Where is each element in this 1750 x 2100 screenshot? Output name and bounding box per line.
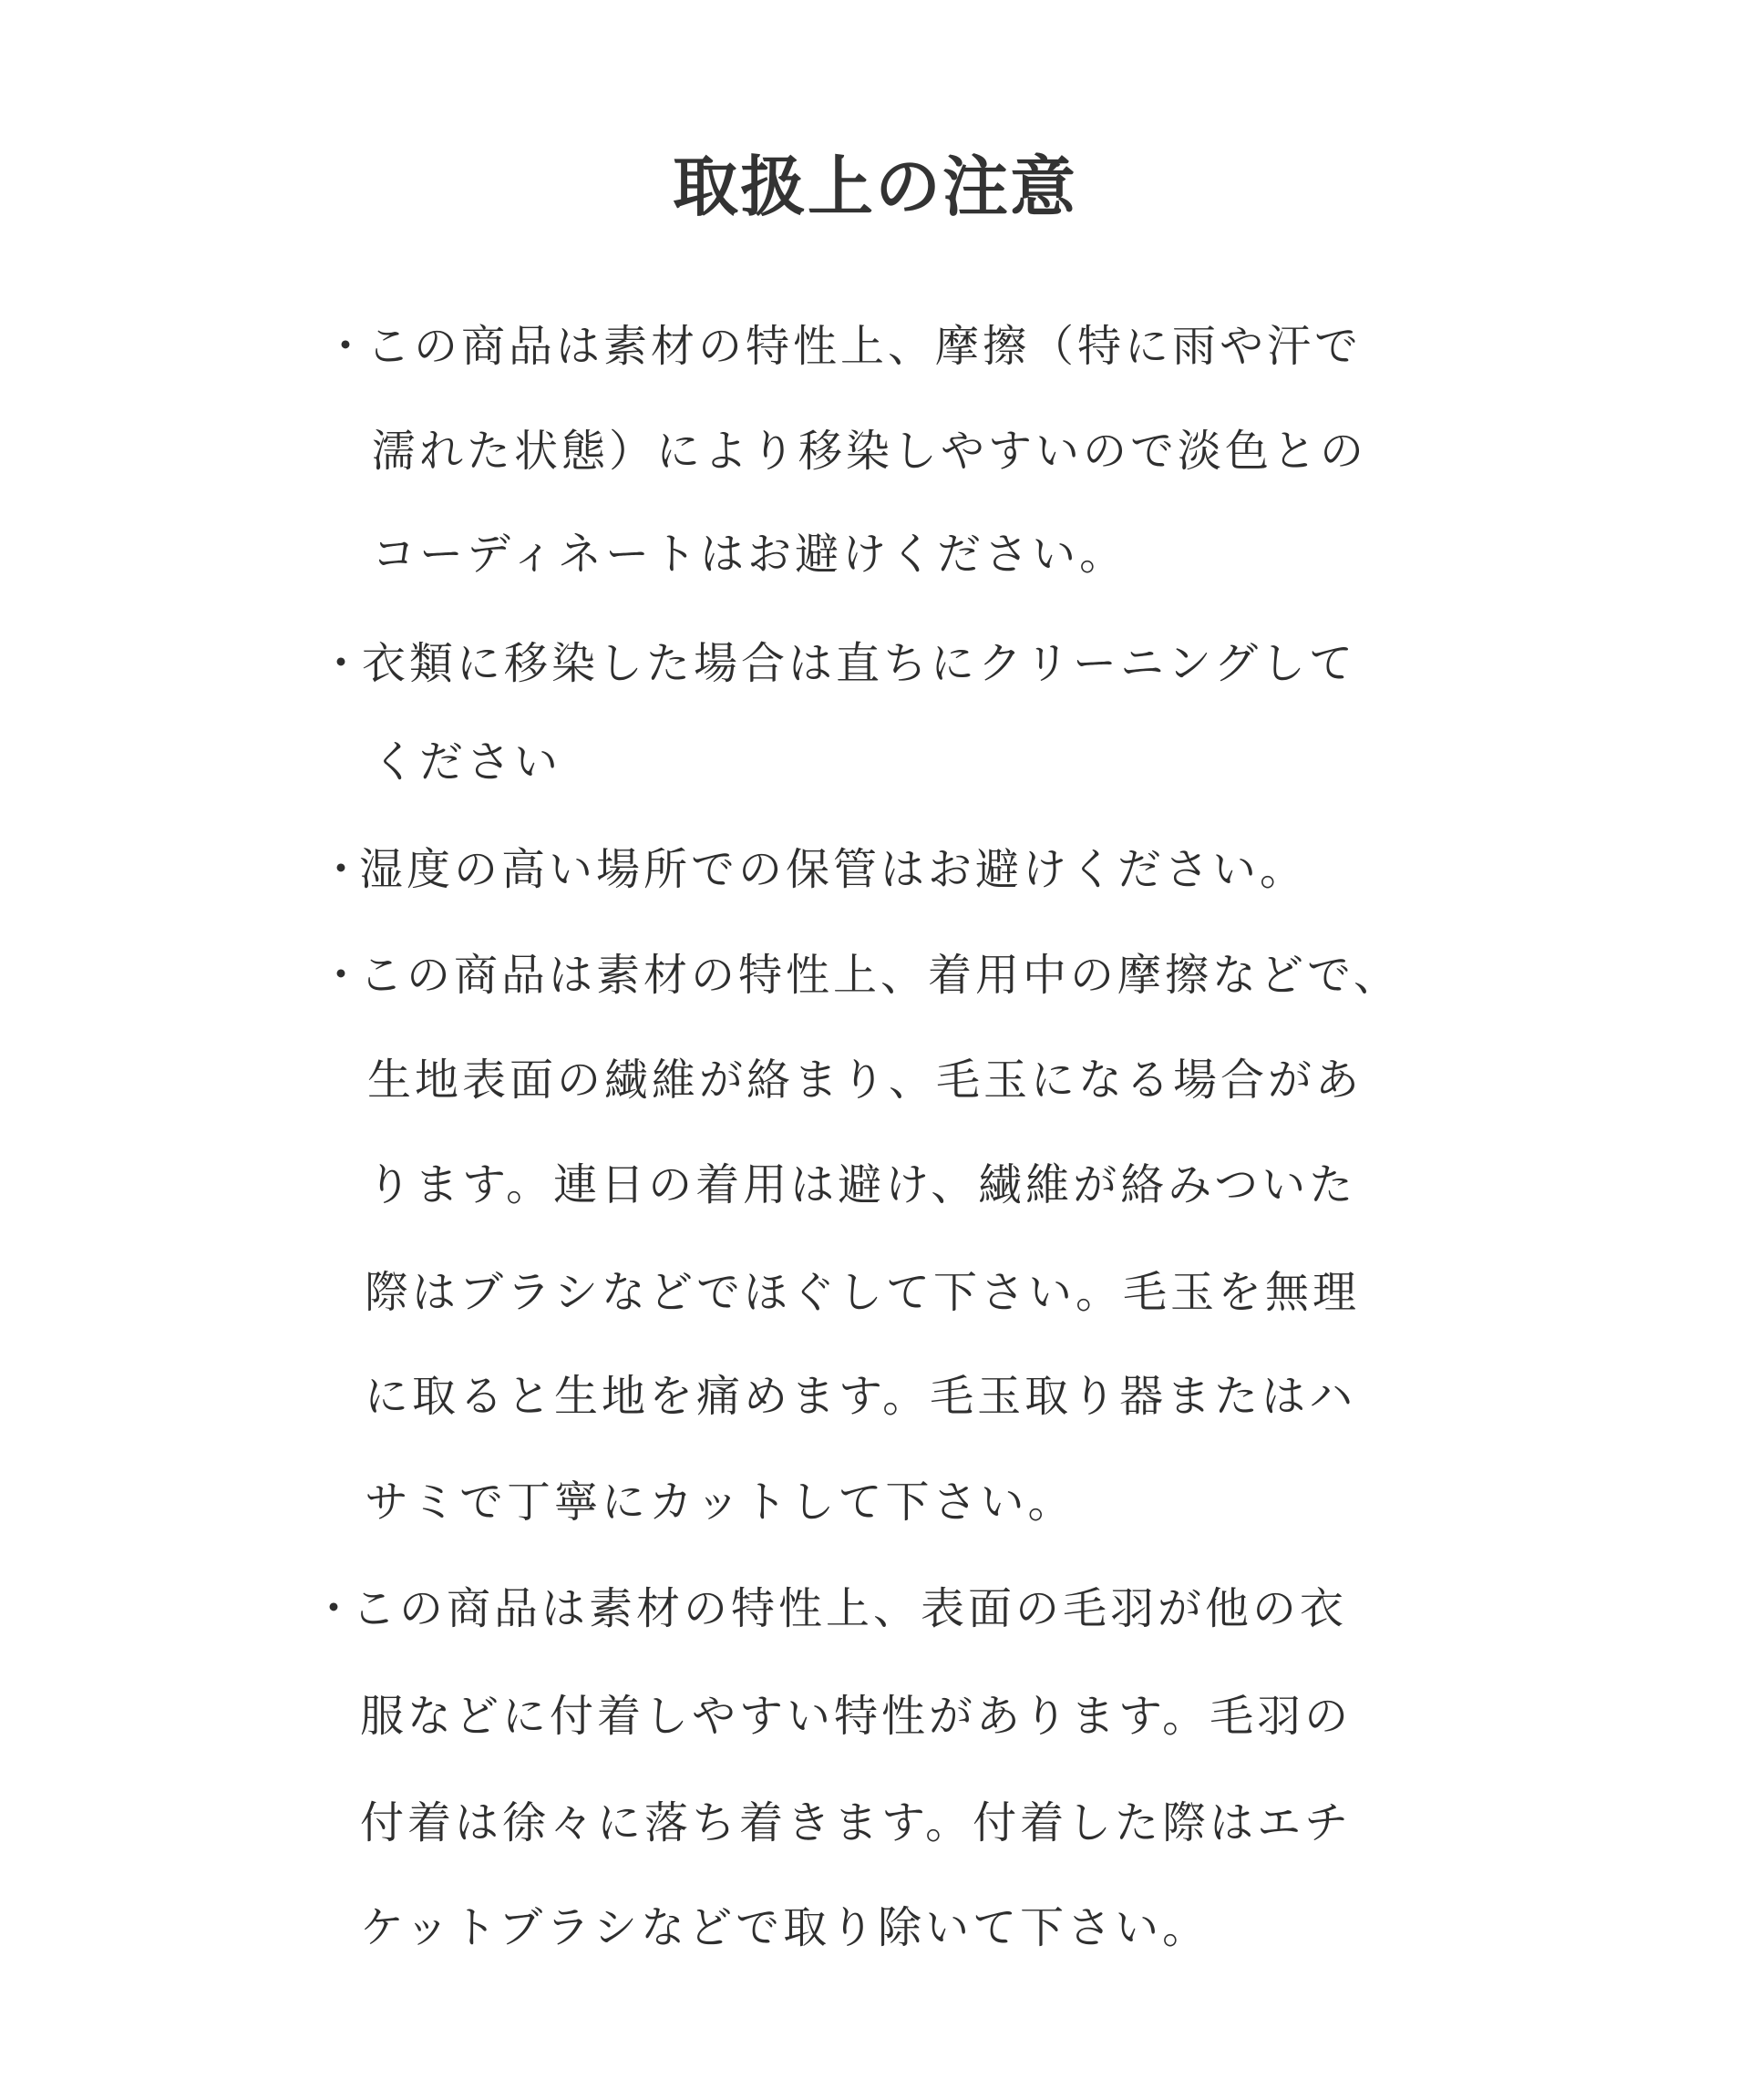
note-line: サミで丁寧にカットして下さい。 — [365, 1477, 1076, 1528]
note-line: 湿度の高い場所での保管はお避けください。 — [359, 844, 1308, 895]
note-line: この商品は素材の特性上、着用中の摩擦などで、 — [359, 950, 1402, 1001]
bullet-mark: ・ — [319, 844, 364, 895]
note-line: 際はブラシなどでほぐして下さい。毛玉を無理 — [365, 1267, 1361, 1318]
note-line: ください — [372, 736, 562, 788]
note-line: 生地表面の繊維が絡まり、毛玉になる場合があ — [367, 1055, 1364, 1106]
bullet-mark: ・ — [319, 638, 364, 689]
note-line: ケットブラシなどで取り除いて下さい。 — [360, 1902, 1210, 1953]
page-title: 取扱上の注意 — [672, 149, 1077, 225]
bullet-mark: ・ — [312, 1583, 356, 1634]
bullet-mark: ・ — [319, 950, 364, 1001]
note-line: この商品は素材の特性上、表面の毛羽が他の衣 — [352, 1583, 1348, 1634]
note-line: 衣類に移染した場合は直ちにクリーニングして — [362, 638, 1357, 689]
bullet-mark: ・ — [324, 321, 368, 372]
note-line: この商品は素材の特性上、摩擦（特に雨や汗で — [366, 321, 1363, 372]
note-line: 服などに付着しやすい特性があります。毛羽の — [360, 1691, 1353, 1742]
note-line: 濡れた状態）により移染しやすいので淡色との — [372, 426, 1368, 477]
note-line: に取ると生地を痛めます。毛玉取り器またはハ — [365, 1371, 1357, 1422]
note-line: ります。連日の着用は避け、繊維が絡みついた — [367, 1159, 1357, 1210]
note-line: コーディネートはお避けください。 — [372, 529, 1127, 580]
note-line: 付着は徐々に落ち着きます。付着した際はエチ — [360, 1797, 1353, 1848]
